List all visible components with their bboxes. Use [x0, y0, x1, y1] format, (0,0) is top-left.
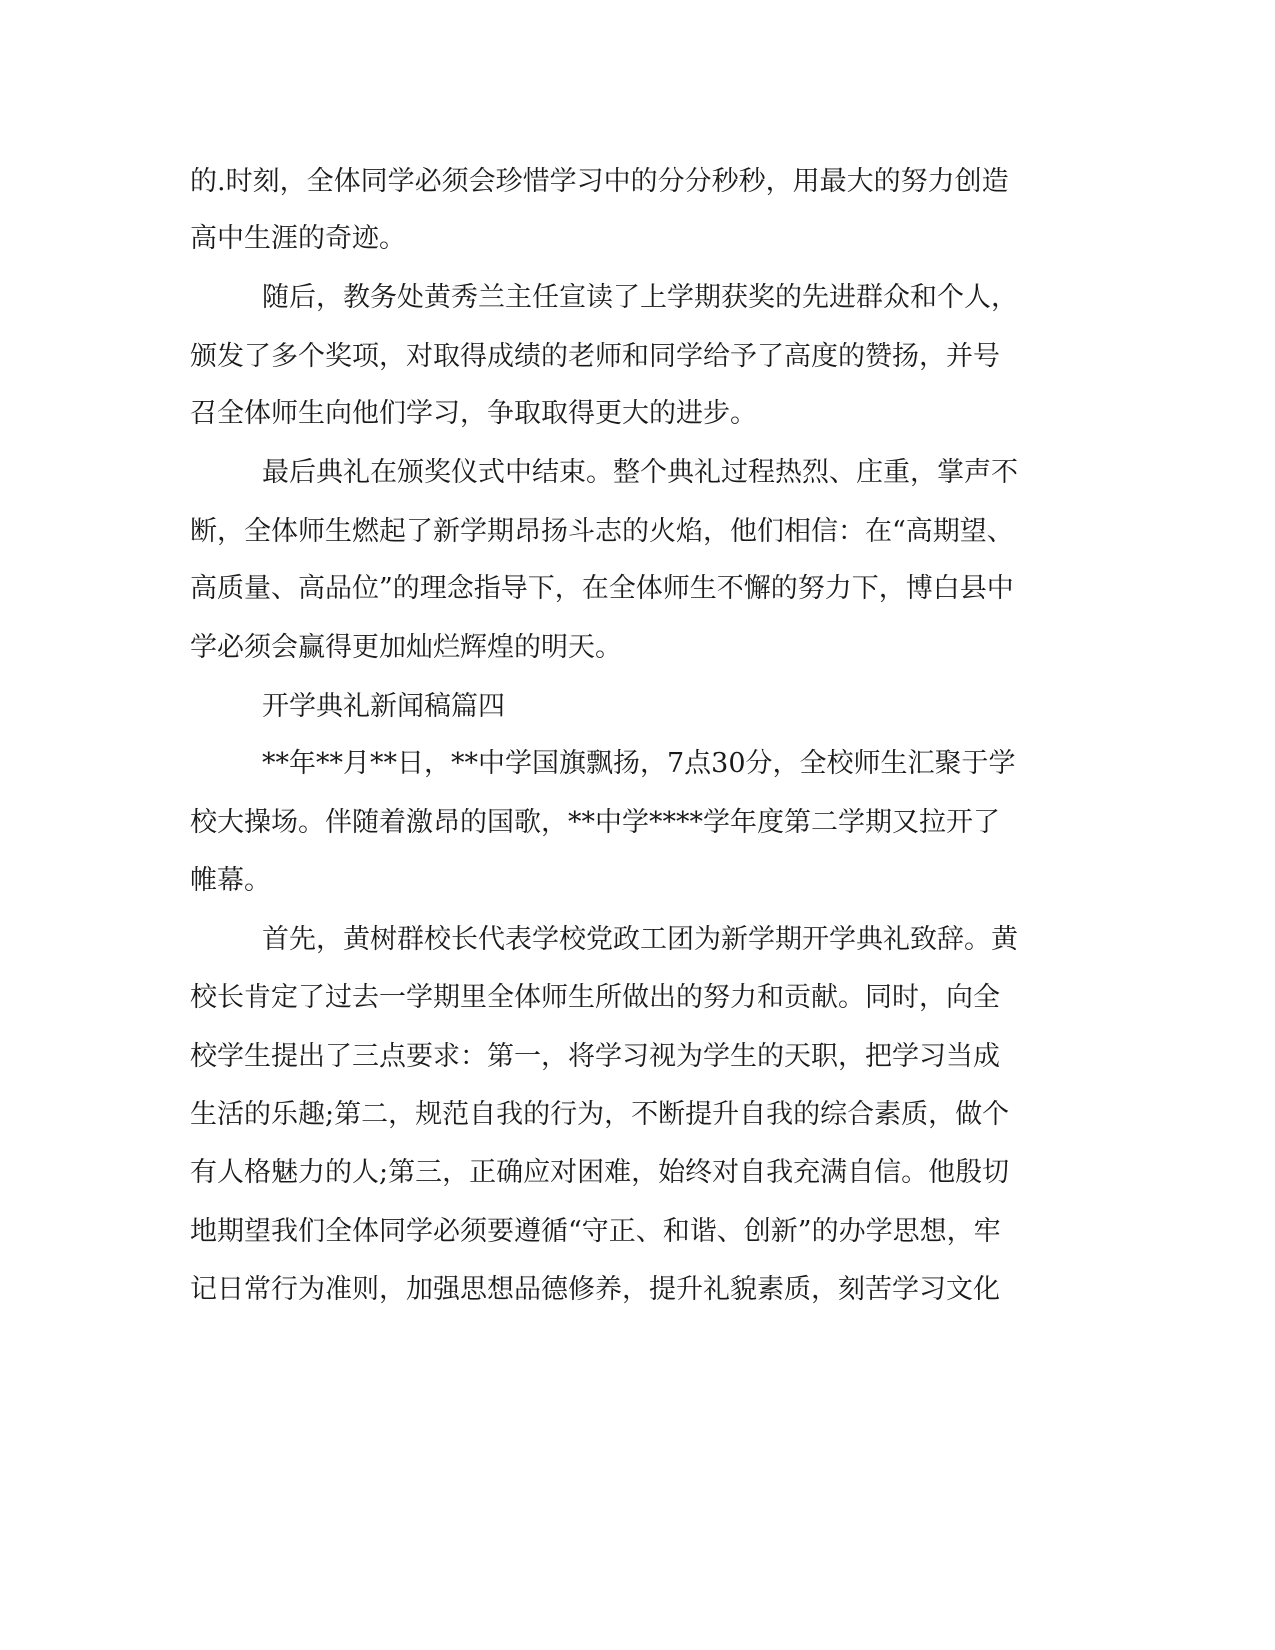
text-line: 校大操场。伴随着激昂的国歌，**中学****学年度第二学期又拉开了	[190, 807, 1000, 838]
text-line: 有人格魅力的人;第三，正确应对困难，始终对自我充满自信。他殷切	[190, 1157, 1010, 1188]
text-line: 学必须会赢得更加灿烂辉煌的明天。	[190, 632, 622, 663]
section-heading: 开学典礼新闻稿篇四	[262, 691, 505, 722]
text-line: 高中生涯的奇迹。	[190, 223, 406, 254]
text-line: 帷幕。	[190, 865, 271, 896]
text-line: 首先，黄树群校长代表学校党政工团为新学期开学典礼致辞。黄	[262, 924, 1018, 955]
text-line: 高质量、高品位”的理念指导下，在全体师生不懈的努力下，博白县中	[190, 573, 1014, 604]
text-line: 校长肯定了过去一学期里全体师生所做出的努力和贡献。同时，向全	[190, 982, 1000, 1013]
text-line: 校学生提出了三点要求：第一，将学习视为学生的天职，把学习当成	[190, 1041, 1000, 1072]
text-line: **年**月**日，**中学国旗飘扬，7点30分，全校师生汇聚于学	[262, 748, 1016, 779]
text-line: 最后典礼在颁奖仪式中结束。整个典礼过程热烈、庄重，掌声不	[262, 457, 1018, 488]
text-line: 随后，教务处黄秀兰主任宣读了上学期获奖的先进群众和个人，	[262, 282, 1018, 313]
text-line: 地期望我们全体同学必须要遵循“守正、和谐、创新”的办学思想，牢	[190, 1216, 1001, 1247]
text-line: 颁发了多个奖项，对取得成绩的老师和同学给予了高度的赞扬，并号	[190, 341, 1000, 372]
text-line: 召全体师生向他们学习，争取取得更大的进步。	[190, 398, 757, 429]
text-line: 的.时刻，全体同学必须会珍惜学习中的分分秒秒，用最大的努力创造	[190, 166, 1009, 197]
text-line: 生活的乐趣;第二，规范自我的行为，不断提升自我的综合素质，做个	[190, 1099, 1010, 1130]
text-line: 记日常行为准则，加强思想品德修养，提升礼貌素质，刻苦学习文化	[190, 1274, 1000, 1305]
text-line: 断，全体师生燃起了新学期昂扬斗志的火焰，他们相信：在“高期望、	[190, 516, 1014, 547]
